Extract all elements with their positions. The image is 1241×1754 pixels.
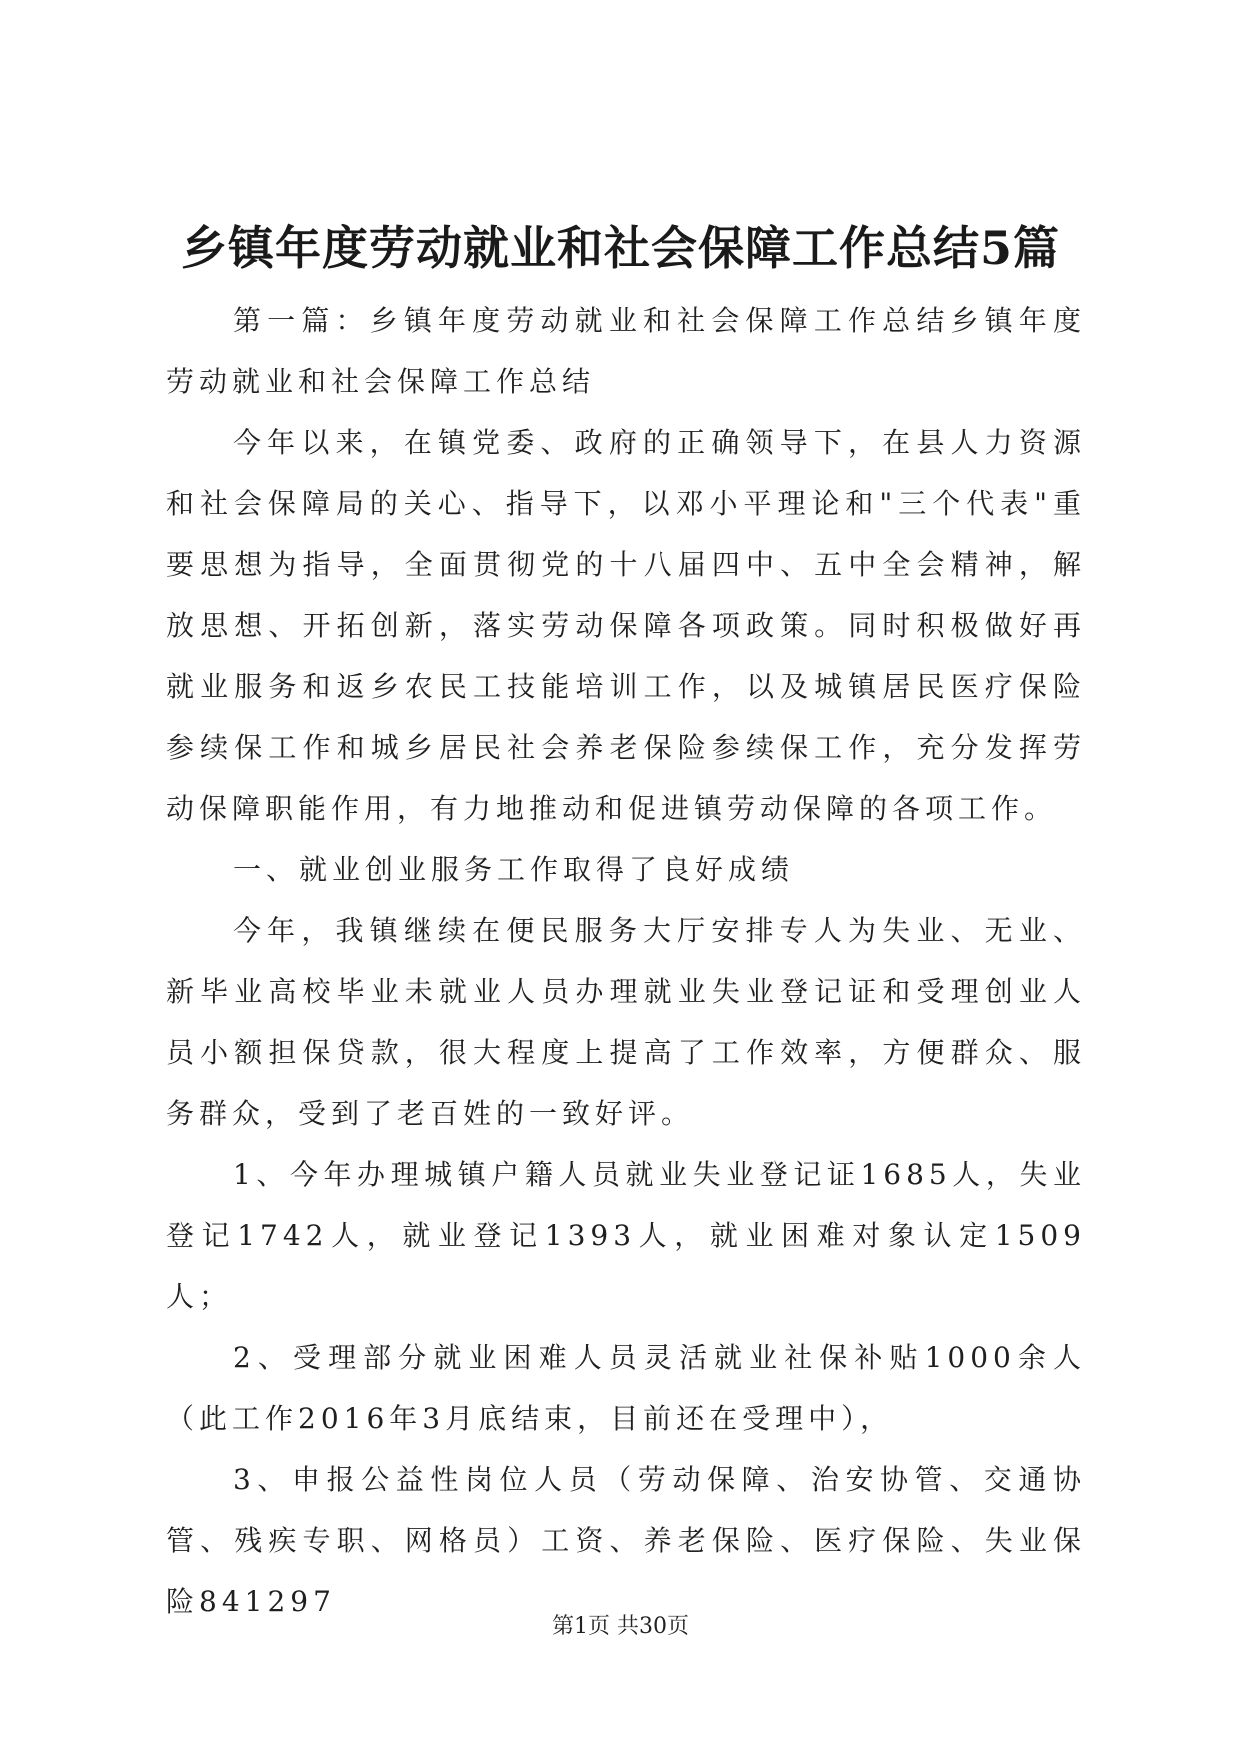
paragraph-heading-first-article: 第一篇：乡镇年度劳动就业和社会保障工作总结乡镇年度劳动就业和社会保障工作总结 bbox=[166, 304, 1086, 398]
document-body bbox=[166, 290, 1086, 1632]
section-heading-employment: 一、就业创业服务工作取得了良好成绩 bbox=[233, 853, 795, 886]
document-title: 乡镇年度劳动就业和社会保障工作总结5篇 bbox=[180, 221, 1060, 275]
list-item-1: 1、今年办理城镇户籍人员就业失业登记证1685人，失业登记1742人，就业登记1393人，就业困难对象认定1509人； bbox=[166, 1158, 1086, 1313]
paragraph-employment-service: 今年，我镇继续在便民服务大厅安排专人为失业、无业、新毕业高校毕业未就业人员办理就业失业登记证和受理创业人员小额担保贷款，很大程度上提高了工作效率，方便群众、服务群众，受到了老百姓的一致好评。 bbox=[166, 914, 1086, 1130]
page-number-footer: 第1页 共30页 bbox=[552, 1614, 689, 1639]
list-item-2: 2、受理部分就业困难人员灵活就业社保补贴1000余人（此工作2016年3月底结束，目前还在受理中）， bbox=[166, 1341, 1086, 1435]
paragraph-intro: 今年以来，在镇党委、政府的正确领导下，在县人力资源和社会保障局的关心、指导下，以邓小平理论和"三个代表"重要思想为指导，全面贯彻党的十八届四中、五中全会精神，解放思想、开拓创新，落实劳动保障各项政策。同时积极做好再就业服务和返乡农民工技能培训工作，以及城镇居民医疗保险参续保工作和城乡居民社会养老保险参续保工作，充分发挥劳动保障职能作用，有力地推动和促进镇劳动保障的各项工作。 bbox=[166, 426, 1086, 825]
list-item-3: 3、申报公益性岗位人员（劳动保障、治安协管、交通协管、残疾专职、网格员）工资、养老保险、医疗保险、失业保险841297 bbox=[166, 1463, 1086, 1618]
